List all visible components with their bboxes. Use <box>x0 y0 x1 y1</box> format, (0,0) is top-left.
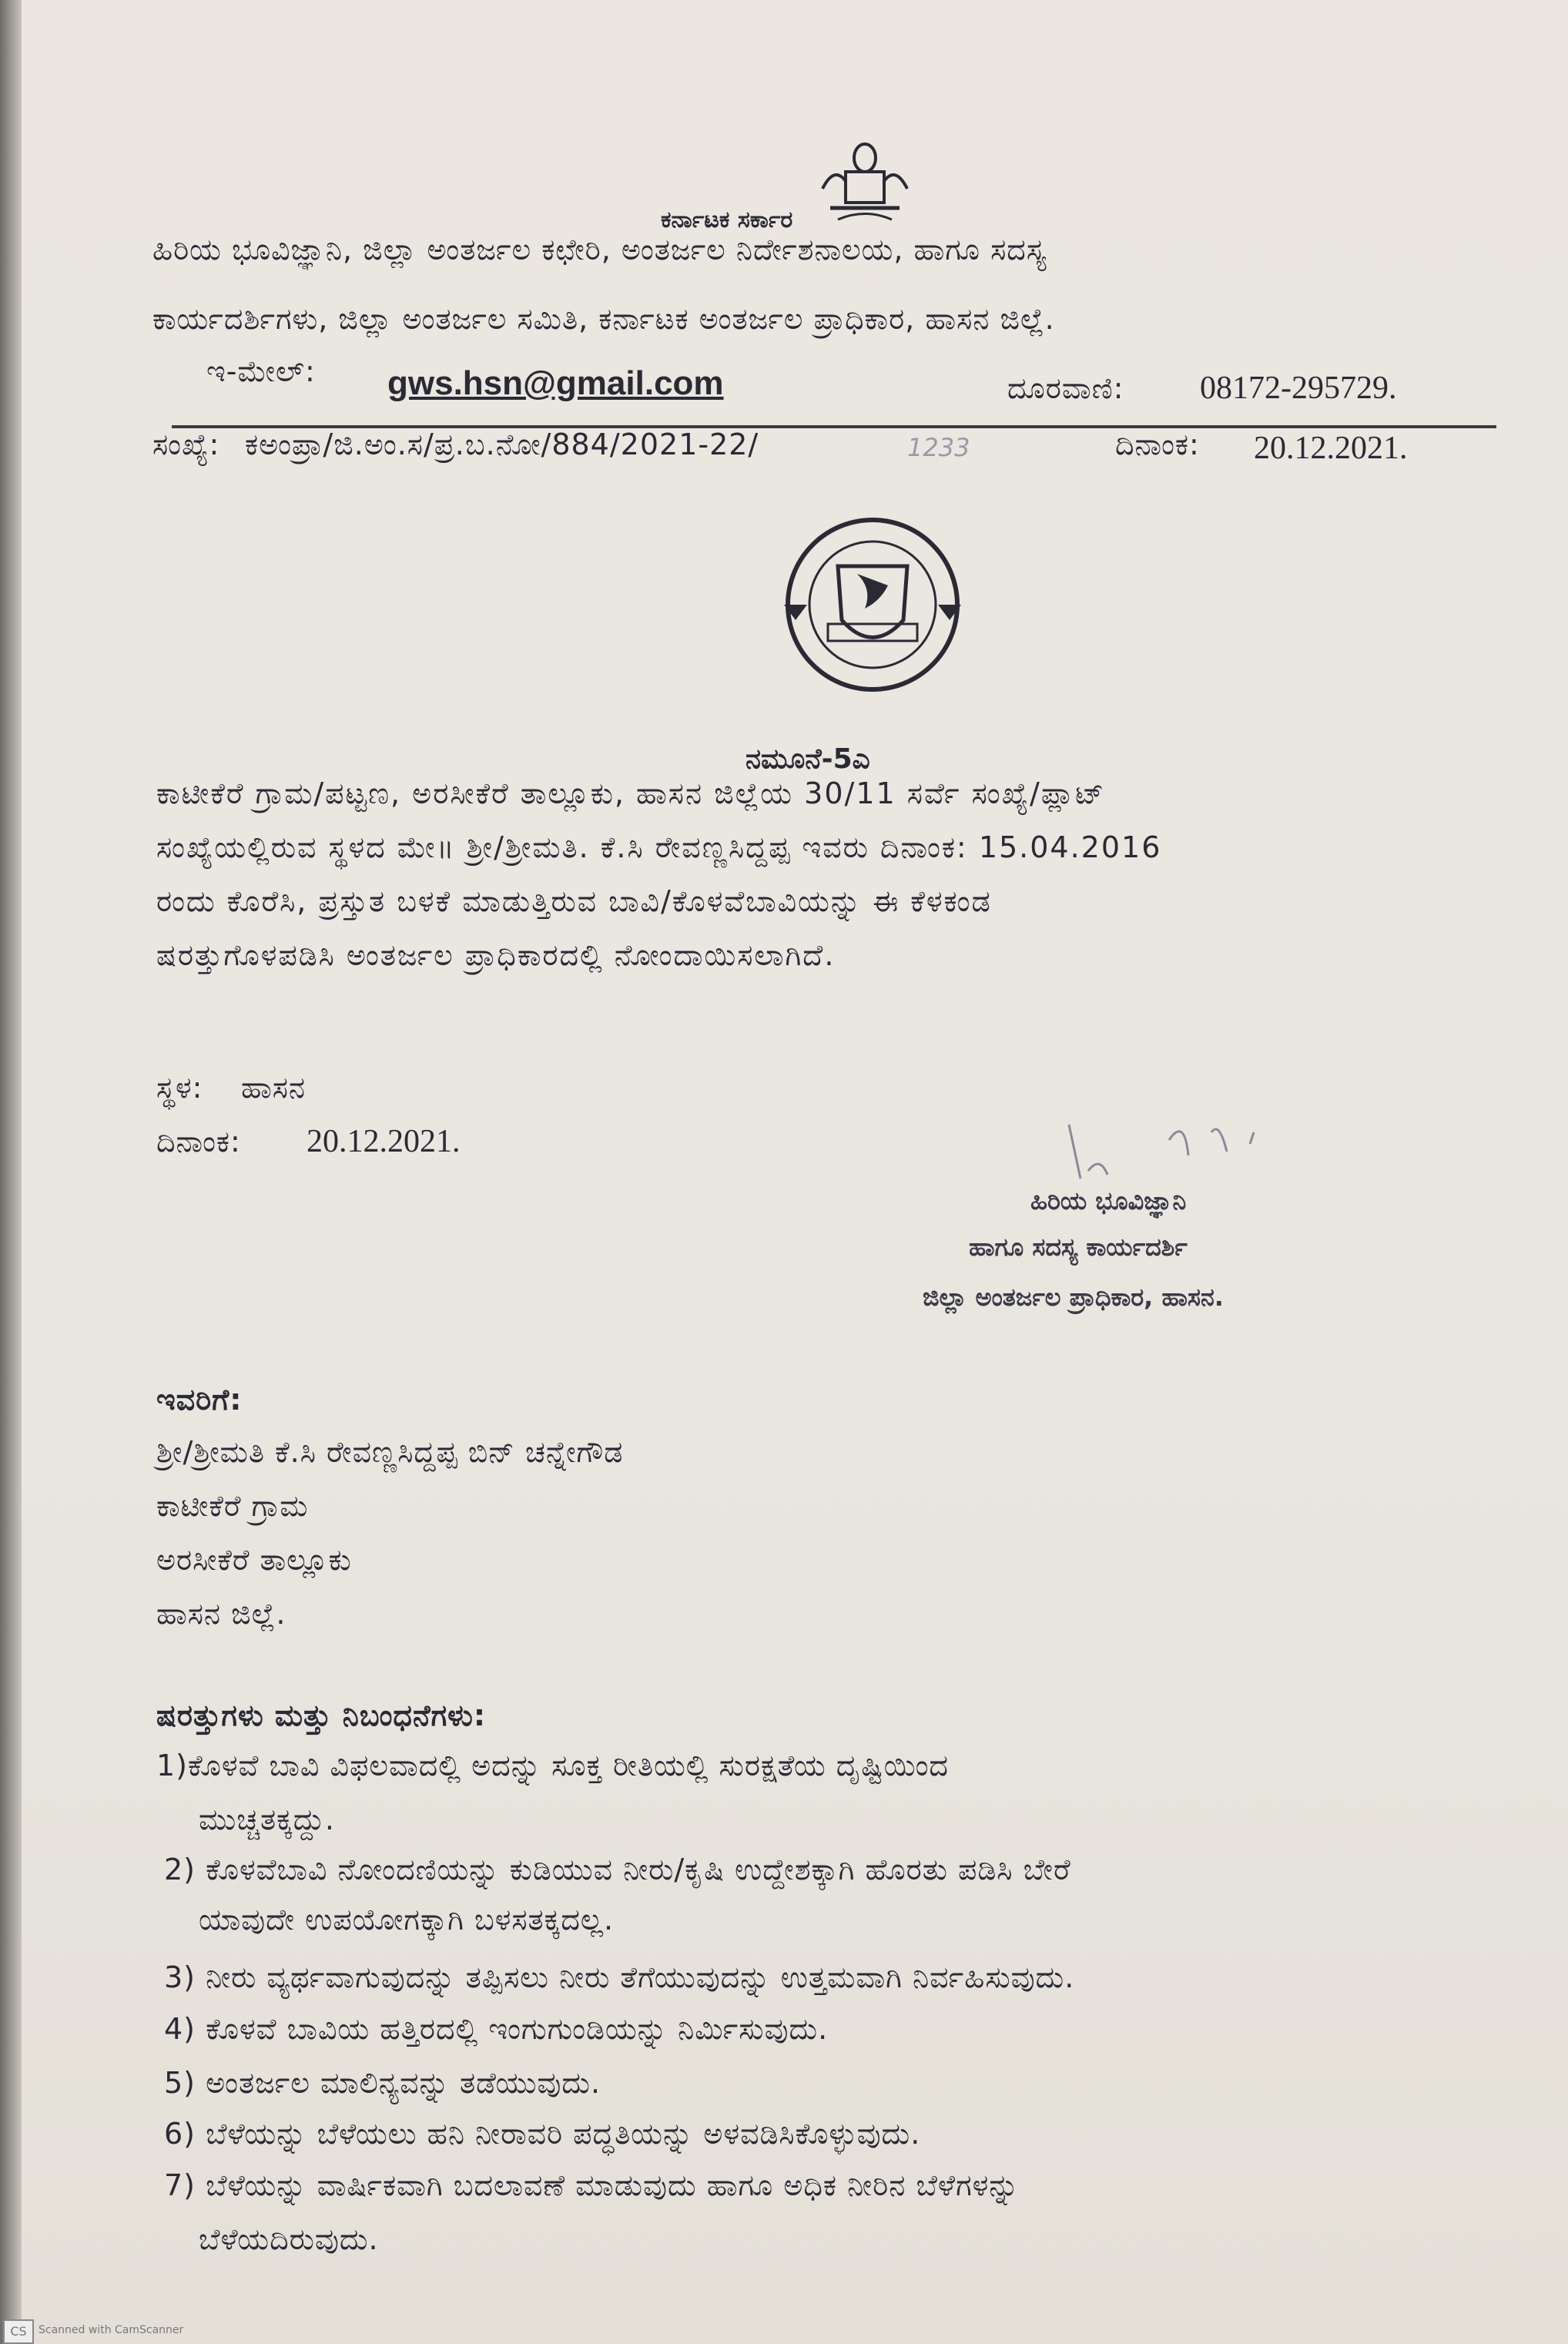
conditions-heading: ಷರತ್ತುಗಳು ಮತ್ತು ನಿಬಂಧನೆಗಳು: <box>156 1698 487 1732</box>
camscanner-text: Scanned with CamScanner <box>39 2324 184 2336</box>
condition-line: 7) ಬೆಳೆಯನ್ನು ವಾರ್ಷಿಕವಾಗಿ ಬದಲಾವಣೆ ಮಾಡುವುದು ಹಾಗೂ ಅಧಿಕ ನೀರಿನ ಬೆಳೆಗಳನ್ನು <box>164 2168 1020 2202</box>
paragraph-line: ಷರತ್ತುಗೊಳಪಡಿಸಿ ಅಂತರ್ಜಲ ಪ್ರಾಧಿಕಾರದಲ್ಲಿ ನೋಂದಾಯಿಸಲಾಗಿದೆ. <box>156 938 836 972</box>
condition-line: ಯಾವುದೇ ಉಪಯೋಗಕ್ಕಾಗಿ ಬಳಸತಕ್ಕದಲ್ಲ. <box>199 1903 615 1937</box>
date-value: 20.12.2021. <box>1254 431 1408 466</box>
recipient-line: ಅರಸೀಕೆರೆ ತಾಲ್ಲೂಕು <box>156 1543 352 1577</box>
phone-number: 08172-295729. <box>1200 371 1397 406</box>
paragraph-line: ಕಾಟೀಕೆರೆ ಗ್ರಾಮ/ಪಟ್ಟಣ, ಅರಸೀಕೆರೆ ತಾಲ್ಲೂಕು, ಹಾಸನ ಜಿಲ್ಲೆಯ 30/11 ಸರ್ವೆ ಸಂಖ್ಯೆ/ಪ್ಲಾಟ್ <box>156 776 1106 810</box>
condition-line: 6) ಬೆಳೆಯನ್ನು ಬೆಳೆಯಲು ಹನಿ ನೀರಾವರಿ ಪದ್ಧತಿಯನ್ನು ಅಳವಡಿಸಿಕೊಳ್ಳುವುದು. <box>164 2117 921 2151</box>
form-title: ನಮೂನೆ-5ಎ <box>745 743 870 775</box>
phone-label: ದೂರವಾಣಿ: <box>1007 371 1124 405</box>
document-page <box>22 0 1568 2344</box>
email-label: ಇ-ಮೇಲ್: <box>206 354 316 388</box>
reference-number: ಕಅಂಪ್ರಾ/ಜಿ.ಅಂ.ಸ/ಪ್ರ.ಬ.ನೋ/884/2021-22/ <box>245 428 759 461</box>
condition-line: 2) ಕೊಳವೆಬಾವಿ ನೋಂದಣಿಯನ್ನು ಕುಡಿಯುವ ನೀರು/ಕೃಷಿ ಉದ್ದೇಶಕ್ಕಾಗಿ ಹೊರತು ಪಡಿಸಿ ಬೇರೆ <box>164 1853 1071 1886</box>
office-line-2: ಕಾರ್ಯದರ್ಶಿಗಳು, ಜಿಲ್ಲಾ ಅಂತರ್ಜಲ ಸಮಿತಿ, ಕರ್ನಾಟಕ ಅಂತರ್ಜಲ ಪ್ರಾಧಿಕಾರ, ಹಾಸನ ಜಿಲ್ಲೆ. <box>152 302 1055 336</box>
recipient-line: ಶ್ರೀ/ಶ್ರೀಮತಿ ಕೆ.ಸಿ ರೇವಣ್ಣಸಿದ್ದಪ್ಪ ಬಿನ್ ಚನ್ನೇಗೌಡ <box>156 1435 624 1469</box>
condition-line: 3) ನೀರು ವ್ಯರ್ಥವಾಗುವುದನ್ನು ತಪ್ಪಿಸಲು ನೀರು ತೆಗೆಯುವುದನ್ನು ಉತ್ತಮವಾಗಿ ನಿರ್ವಹಿಸುವುದು. <box>164 1960 1075 1994</box>
paragraph-line: ಸಂಖ್ಯೆಯಲ್ಲಿರುವ ಸ್ಥಳದ ಮೇ॥ ಶ್ರೀ/ಶ್ರೀಮತಿ. ಕೆ.ಸಿ ರೇವಣ್ಣಸಿದ್ದಪ್ಪ ಇವರು ದಿನಾಂಕ: 15.04.2016 <box>156 830 1162 864</box>
issue-date-label: ದಿನಾಂಕ: <box>156 1125 241 1159</box>
reference-label: ಸಂಖ್ಯೆ: <box>152 428 220 461</box>
authority-seal-icon <box>780 512 965 697</box>
condition-line: ಬೆಳೆಯದಿರುವುದು. <box>199 2222 379 2256</box>
recipient-line: ಕಾಟೀಕೆರೆ ಗ್ರಾಮ <box>156 1489 309 1523</box>
condition-line: 5) ಅಂತರ್ಜಲ ಮಾಲಿನ್ಯವನ್ನು ತಡೆಯುವುದು. <box>164 2066 601 2100</box>
signatory-title-2: ಹಾಗೂ ಸದಸ್ಯ ಕಾರ್ಯದರ್ಶಿ <box>969 1232 1188 1262</box>
date-label: ದಿನಾಂಕ: <box>1115 428 1200 461</box>
condition-line: ಮುಚ್ಚತಕ್ಕದ್ದು. <box>199 1802 335 1836</box>
signatory-title-1: ಹಿರಿಯ ಭೂವಿಜ್ಞಾನಿ <box>1030 1186 1187 1216</box>
reference-handwritten: 1233 <box>907 433 970 462</box>
place-value: ಹಾಸನ <box>241 1071 307 1105</box>
office-line-1: ಹಿರಿಯ ಭೂವಿಜ್ಞಾನಿ, ಜಿಲ್ಲಾ ಅಂತರ್ಜಲ ಕಛೇರಿ, ಅಂತರ್ಜಲ ನಿರ್ದೇಶನಾಲಯ, ಹಾಗೂ ಸದಸ್ಯ <box>152 233 1047 267</box>
signature-mark <box>1054 1109 1308 1194</box>
paragraph-line: ರಂದು ಕೊರೆಸಿ, ಪ್ರಸ್ತುತ ಬಳಕೆ ಮಾಡುತ್ತಿರುವ ಬಾವಿ/ಕೊಳವೆಬಾವಿಯನ್ನು ಈ ಕೆಳಕಂಡ <box>156 884 992 918</box>
issue-date-value: 20.12.2021. <box>307 1124 461 1159</box>
camscanner-badge-icon: CS <box>3 2319 34 2344</box>
signatory-title-3: ಜಿಲ್ಲಾ ಅಂತರ್ಜಲ ಪ್ರಾಧಿಕಾರ, ಹಾಸನ. <box>923 1283 1224 1312</box>
government-title: ಕರ್ನಾಟಕ ಸರ್ಕಾರ <box>661 206 793 233</box>
scan-edge <box>0 0 22 2344</box>
state-emblem-icon <box>815 135 915 227</box>
place-label: ಸ್ಥಳ: <box>156 1071 203 1105</box>
recipient-line: ಹಾಸನ ಜಿಲ್ಲೆ. <box>156 1597 286 1631</box>
condition-line: 4) ಕೊಳವೆ ಬಾವಿಯ ಹತ್ತಿರದಲ್ಲಿ ಇಂಗುಗುಂಡಿಯನ್ನು ನಿರ್ಮಿಸುವುದು. <box>164 2012 829 2046</box>
condition-line: 1)ಕೊಳವೆ ಬಾವಿ ವಿಫಲವಾದಲ್ಲಿ ಅದನ್ನು ಸೂಕ್ತ ರೀತಿಯಲ್ಲಿ ಸುರಕ್ಷತೆಯ ದೃಷ್ಟಿಯಿಂದ <box>156 1749 949 1782</box>
email-link[interactable]: gws.hsn@gmail.com <box>387 364 724 402</box>
scanner-watermark <box>0 2313 200 2344</box>
recipient-label: ಇವರಿಗೆ: <box>156 1383 243 1417</box>
